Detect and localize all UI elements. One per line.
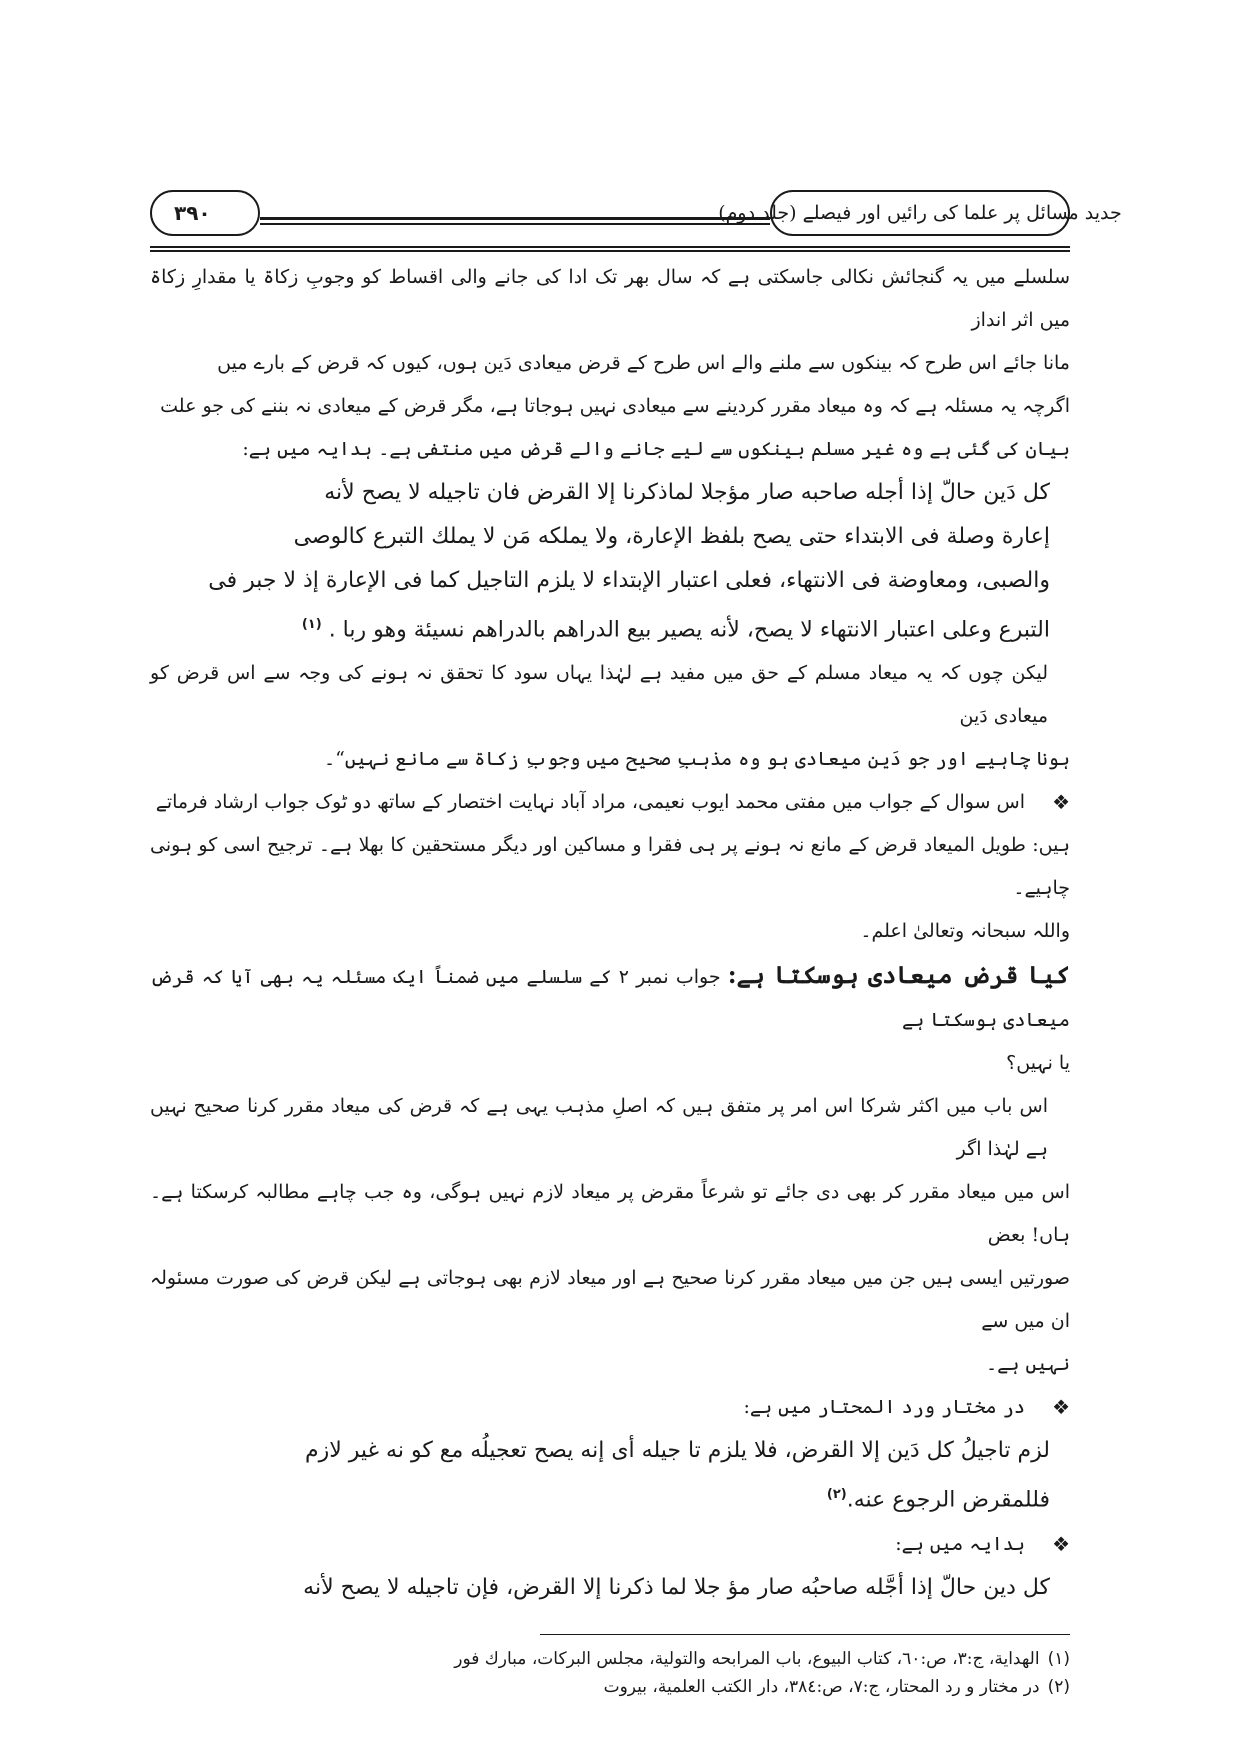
footnote-text: الهداية، ج:۳، ص:٦٠، كتاب البيوع، باب المرابحه والتولية، مجلس البركات، مبارك فور: [454, 1648, 1040, 1669]
diamond-bullet-icon: ❖: [1052, 790, 1070, 815]
arabic-quote-line: كل دَين حالّ إذا أجله صاحبه صار مؤجلا لماذكرنا إلا القرض فان تاجيله لا يصح لأنه: [324, 480, 1050, 505]
urdu-line: واللہ سبحانہ وتعالیٰ اعلم۔: [860, 920, 1070, 943]
page-header: [150, 190, 1122, 240]
urdu-line: صورتیں ایسی ہیں جن میں میعاد مقرر کرنا صحیح ہے اور میعاد لازم بھی ہوجاتی ہے لیکن قرض کی صورت مسئولہ ان میں سے: [150, 1267, 1070, 1333]
page-body: [150, 256, 1070, 1610]
urdu-line: اس سوال کے جواب میں مفتی محمد ایوب نعیمی، مراد آباد نہایت اختصار کے ساتھ دو ٹوک جواب ارشاد فرماتے: [155, 791, 1025, 814]
bullet-item: [150, 1386, 1070, 1429]
footnote-separator: [540, 1634, 1070, 1635]
header-double-rule: [260, 217, 770, 225]
page-number: ۳۹۰: [174, 201, 211, 225]
page-number-badge: [150, 190, 260, 236]
bullet-item: [150, 1523, 1070, 1566]
footnote-1: [150, 1645, 1070, 1673]
urdu-line: لیکن چوں کہ یہ میعاد مسلم کے حق میں مفید ہے لہٰذا یہاں سود کا تحقق نہ ہونے کی وجہ سے اس قرض کو میعادی دَین: [150, 662, 1048, 728]
book-title-badge: [718, 190, 1122, 236]
diamond-bullet-icon: ❖: [1052, 1395, 1070, 1420]
urdu-line: اس میں میعاد مقرر کر بھی دی جائے تو شرعاً مقرض پر میعاد لازم نہیں ہوگی، وہ جب چاہے مطالبہ کرسکتا ہے۔ ہاں! بعض: [150, 1181, 1070, 1247]
urdu-text: جواب نمبر ۲ کے سلسلے میں ضمناً ایک مسئلہ یہ بھی آیا کہ قرض میعادی ہوسکتا ہے: [150, 966, 1070, 1032]
arabic-quote-line: لزم تاجيلُ كل دَين إلا القرض، فلا يلزم تا جيله أى إنه يصح تعجيلُه مع كو نه غير لازم: [304, 1438, 1050, 1464]
arabic-quote-text: فللمقرض الرجوع عنه.: [846, 1487, 1050, 1513]
urdu-line: در مختار ورد المحتار میں ہے:: [743, 1396, 1025, 1419]
arabic-quote-line: إعارة وصلة فى الابتداء حتى يصح بلفظ الإعارة، ولا يملكه مَن لا يملك التبرع كالوصى: [293, 524, 1050, 549]
footnote-2: [150, 1673, 1070, 1701]
section-heading: کیا قرض میعادی ہوسکتا ہے:: [727, 960, 1071, 990]
urdu-line: یا نہیں؟: [1006, 1052, 1070, 1075]
urdu-line: بیان کی گئی ہے وہ غیر مسلم بینکوں سے لیے جانے والے قرض میں منتفی ہے۔ ہدایہ میں ہے:: [242, 438, 1070, 460]
arabic-quote-line: [150, 603, 1070, 652]
arabic-quote-line: [150, 1473, 1070, 1522]
footnote-ref-1[interactable]: (۱): [301, 617, 322, 632]
section-heading-line: [150, 953, 1070, 1042]
urdu-line: ہدایہ میں ہے:: [895, 1532, 1025, 1555]
footnote-number: (۲): [1047, 1676, 1070, 1697]
urdu-line: اگرچہ یہ مسئلہ ہے کہ وہ میعاد مقرر کردینے سے میعادی نہیں ہوجاتا ہے، مگر قرض کے میعادی نہ بننے کی جو علت: [160, 395, 1070, 417]
urdu-line: سلسلے میں یہ گنجائش نکالی جاسکتی ہے کہ سال بھر تک ادا کی جانے والی اقساط کو وجوبِ زکاۃ یا مقدارِ زکاۃ میں اثر انداز: [150, 266, 1070, 331]
urdu-line: اس باب میں اکثر شرکا اس امر پر متفق ہیں کہ اصلِ مذہب یہی ہے کہ قرض کی میعاد مقرر کرنا صحیح نہیں ہے لہٰذا اگر: [150, 1095, 1048, 1161]
urdu-line: مانا جائے اس طرح کہ بینکوں سے ملنے والے اس طرح کے قرض میعادی دَین ہوں، کیوں کہ قرض کے بارے میں: [217, 352, 1070, 374]
footnote-ref-2[interactable]: (۲): [826, 1487, 847, 1503]
header-bottom-rule: [150, 246, 1070, 252]
urdu-line: ہونا چاہیے اور جو دَین میعادی ہو وہ مذہبِ صحیح میں وجوبِ زکاۃ سے مانع نہیں“۔: [323, 748, 1070, 771]
urdu-line: ہیں: طویل المیعاد قرض کے مانع نہ ہونے پر ہی فقرا و مساکین اور دیگر مستحقین کا بھلا ہے۔ ترجیح اسی کو ہونی چاہیے۔: [150, 834, 1070, 900]
diamond-bullet-icon: ❖: [1052, 1531, 1070, 1556]
footnote-number: (۱): [1047, 1648, 1070, 1669]
book-title: جدید مسائل پر علما کی رائیں اور فیصلے (جلد دوم): [718, 202, 1122, 224]
bullet-item: [150, 781, 1070, 824]
arabic-quote-line: والصبى، ومعاوضة فى الانتهاء، فعلى اعتبار الإبتداء لا يلزم التاجيل كما فى الإعارة إذ لا جبر فى: [208, 568, 1050, 593]
footnote-text: در مختار و رد المحتار، ج:۷، ص:۳۸٤، دار الكتب العلمية، بيروت: [603, 1676, 1040, 1697]
footnotes: [150, 1645, 1070, 1741]
arabic-quote-text: التبرع وعلى اعتبار الانتهاء لا يصح، لأنه يصير بيع الدراهم بالدراهم نسيئة وهو ربا .: [328, 617, 1050, 643]
urdu-line: نہیں ہے۔: [986, 1353, 1070, 1376]
arabic-quote-line: كل دين حالّ إذا أجَّله صاحبُه صار مؤ جلا لما ذكرنا إلا القرض، فإن تاجيله لا يصح لأنه: [303, 1574, 1050, 1600]
